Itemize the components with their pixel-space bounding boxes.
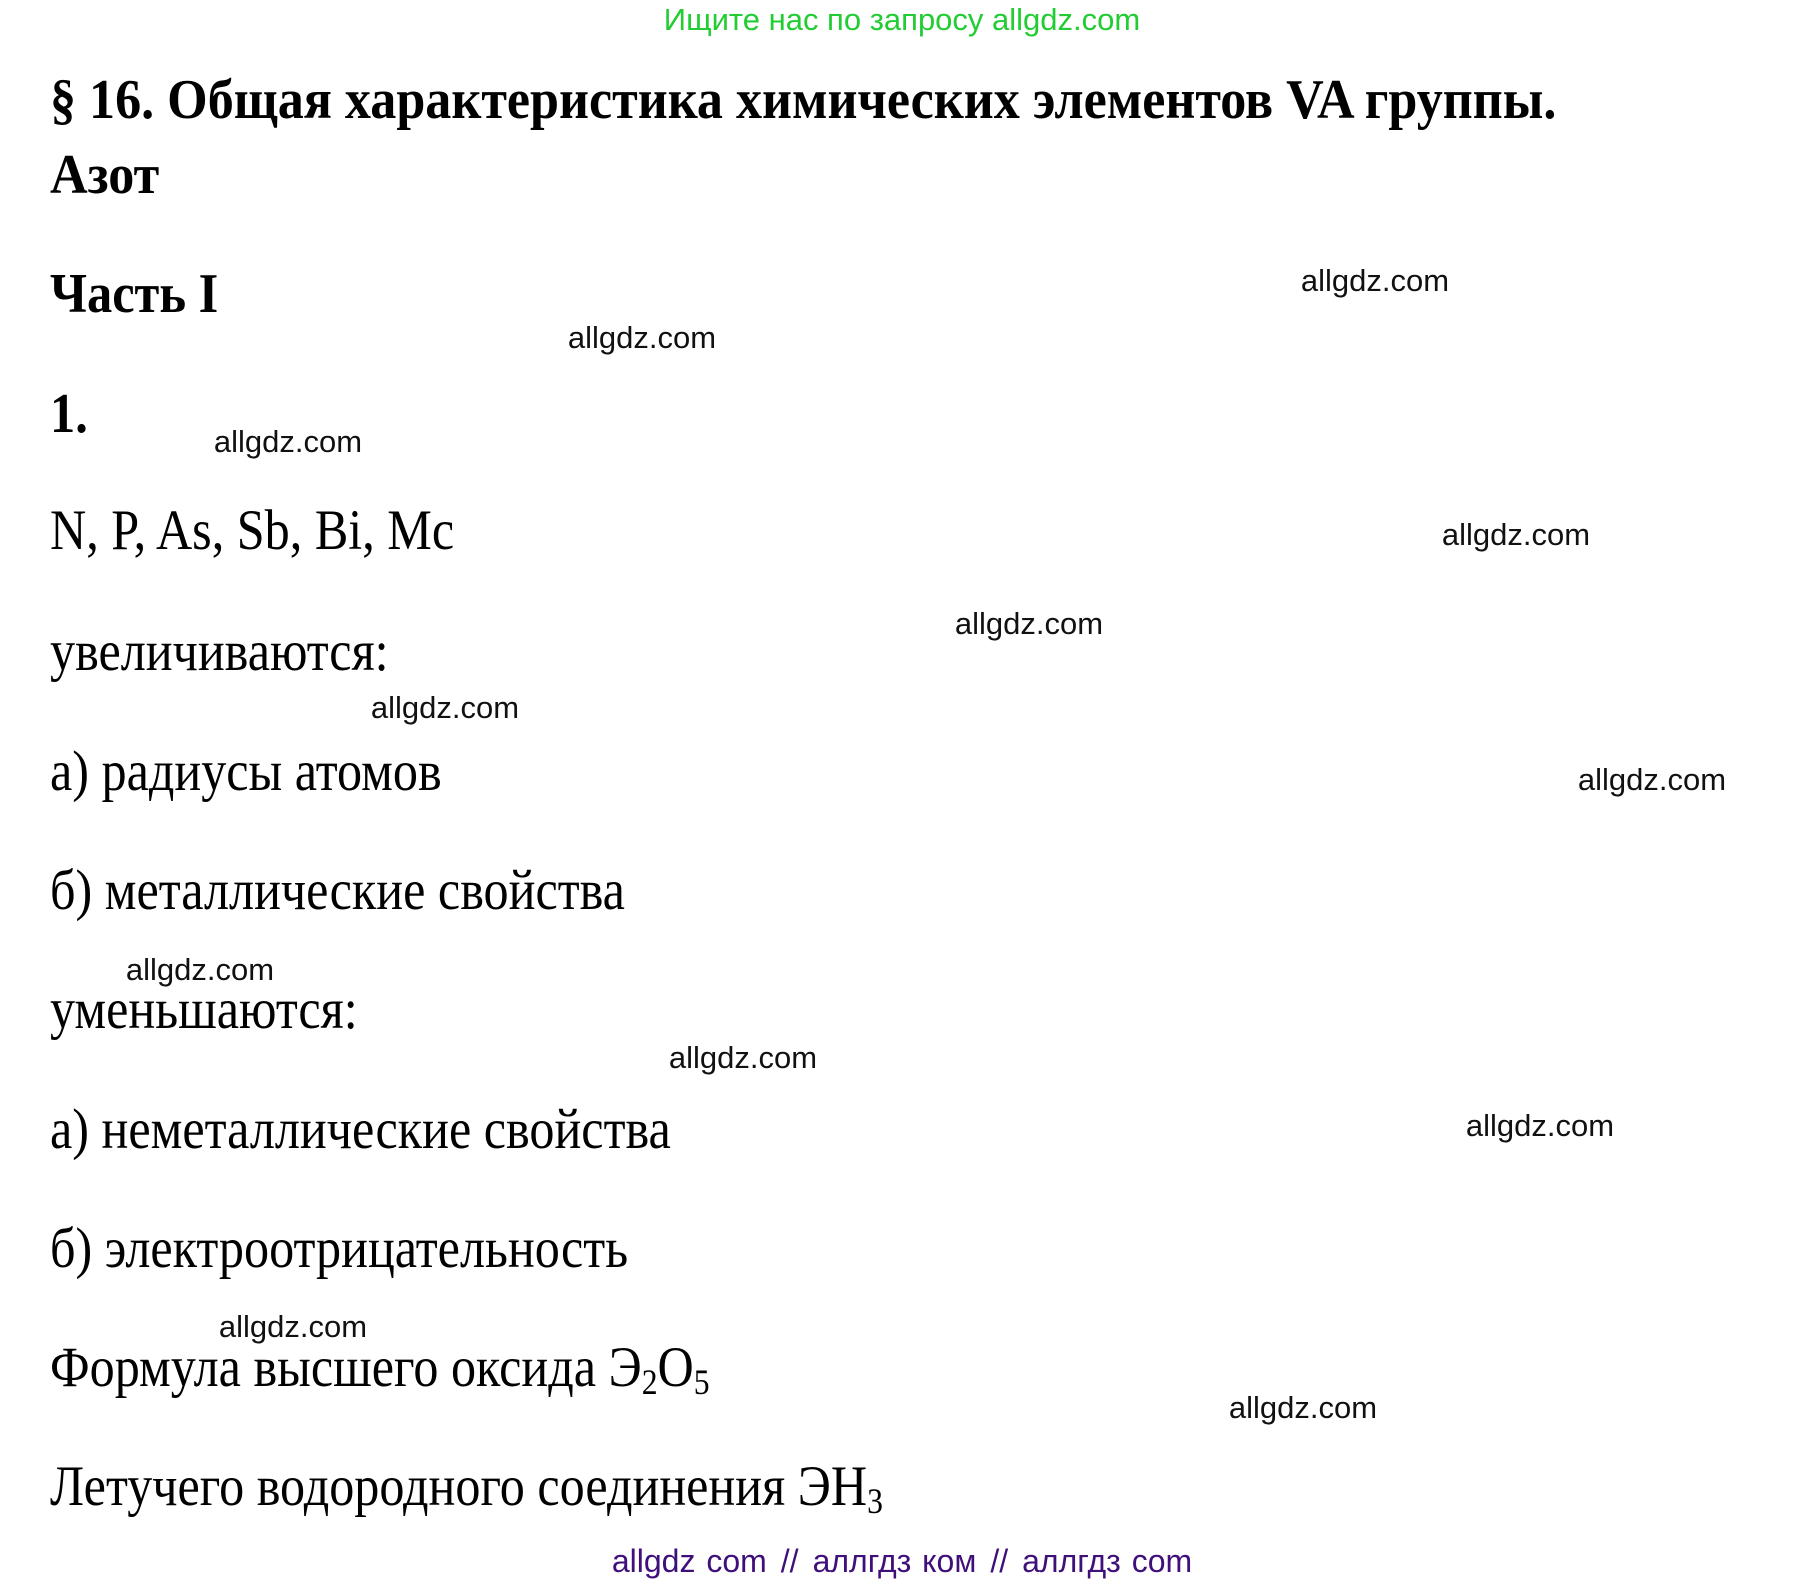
watermark: allgdz.com bbox=[954, 606, 1104, 641]
watermark: allgdz.com bbox=[125, 952, 275, 987]
watermark: allgdz.com bbox=[1441, 517, 1591, 552]
oxide-formula-line bbox=[50, 1336, 710, 1402]
oxide-subscript-5: 5 bbox=[693, 1362, 710, 1402]
task-number: 1. bbox=[50, 383, 88, 445]
hydride-formula-prefix: Летучего водородного соединения ЭН bbox=[50, 1455, 868, 1518]
watermark: allgdz.com bbox=[1465, 1108, 1615, 1143]
decrease-item-electronegativity: б) электроотрицательность bbox=[50, 1217, 629, 1280]
page-title-line-2: Азот bbox=[50, 144, 160, 206]
footer-part-2: аллгдз ком bbox=[812, 1543, 977, 1579]
increase-item-metallic: б) металлические свойства bbox=[50, 859, 625, 922]
search-banner: Ищите нас по запросу allgdz.com bbox=[663, 2, 1141, 37]
watermark: allgdz.com bbox=[213, 424, 363, 459]
increase-label: увеличиваются: bbox=[50, 620, 389, 683]
elements-list: N, P, As, Sb, Bi, Mc bbox=[50, 499, 455, 562]
footer-separator: // bbox=[780, 1543, 799, 1579]
watermark: allgdz.com bbox=[1300, 263, 1450, 298]
part-heading: Часть I bbox=[50, 263, 219, 325]
oxide-formula-oxygen: O bbox=[657, 1336, 694, 1399]
watermark: allgdz.com bbox=[218, 1309, 368, 1344]
footer-separator: // bbox=[990, 1543, 1009, 1579]
watermark: allgdz.com bbox=[1577, 762, 1727, 797]
watermark: allgdz.com bbox=[668, 1040, 818, 1075]
decrease-item-nonmetallic: а) неметаллические свойства bbox=[50, 1098, 671, 1161]
watermark: allgdz.com bbox=[1228, 1390, 1378, 1425]
watermark: allgdz.com bbox=[370, 690, 520, 725]
footer-part-1: allgdz com bbox=[611, 1543, 767, 1579]
increase-item-radius: а) радиусы атомов bbox=[50, 740, 442, 803]
footer-part-3: аллгдз com bbox=[1022, 1543, 1193, 1579]
watermark: allgdz.com bbox=[567, 320, 717, 355]
decrease-label: уменьшаются: bbox=[50, 978, 358, 1041]
hydride-formula-line bbox=[50, 1455, 883, 1521]
oxide-subscript-2: 2 bbox=[641, 1362, 658, 1402]
page-title-line-1: § 16. Общая характеристика химических элементов VA группы. bbox=[50, 69, 1557, 131]
footer-watermark bbox=[0, 1542, 1804, 1580]
hydride-subscript-3: 3 bbox=[867, 1481, 883, 1521]
oxide-formula-prefix: Формула высшего оксида Э bbox=[50, 1336, 642, 1399]
